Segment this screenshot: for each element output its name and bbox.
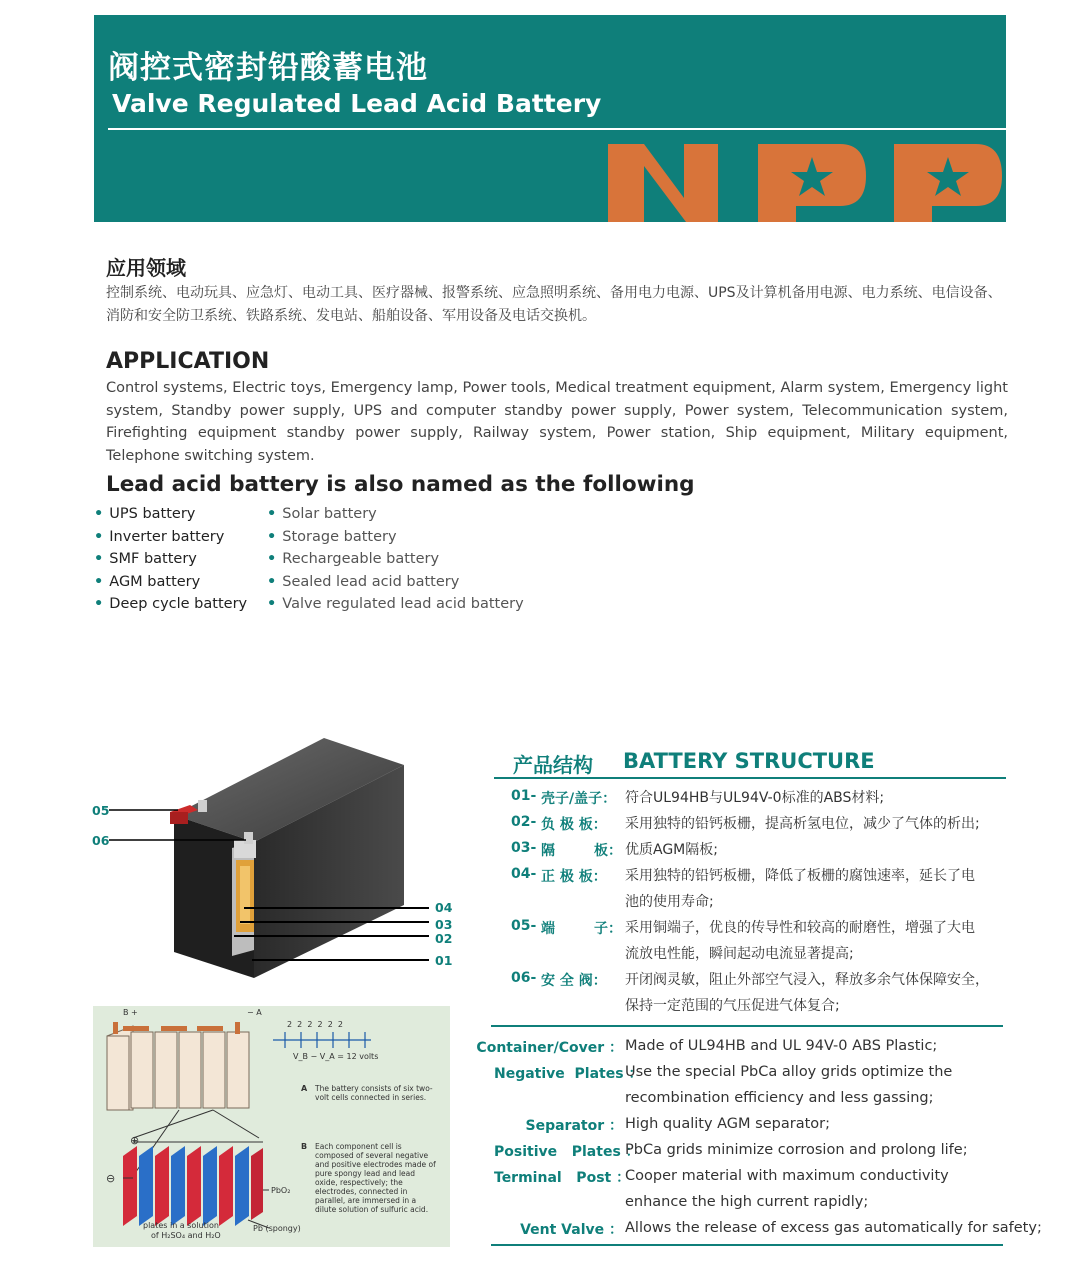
row-label: Positive Plates ：: [494, 1144, 640, 1160]
structure-list-en: [476, 1033, 1042, 1241]
structure-row: [511, 785, 1011, 811]
title-english: Valve Regulated Lead Acid Battery: [112, 89, 602, 118]
header-banner: [94, 15, 1006, 222]
row-desc: 采用铜端子，优良的传导性和较高的耐磨性，增强了大电: [625, 920, 975, 936]
structure-divider-middle: [491, 1025, 1003, 1027]
callout-03: 03: [435, 917, 453, 932]
list-item: • SMF battery: [94, 551, 197, 567]
row-desc: 流放电性能，瞬间起动电流显著提高;: [625, 946, 854, 962]
list-item: • Valve regulated lead acid battery: [267, 596, 524, 612]
label-pbo2: PbO₂: [271, 1186, 291, 1195]
text-a: The battery consists of six two-volt cells connected in series.: [315, 1084, 433, 1102]
list-item: • AGM battery: [94, 573, 201, 590]
voltage-formula: V_B − V_A = 12 volts: [293, 1052, 379, 1061]
row-desc: 开闭阀灵敏，阻止外部空气浸入，释放多余气体保障安全，: [625, 972, 989, 988]
structure-row: [476, 1033, 1014, 1059]
cell-voltages: 2 2 2 2 2 2: [287, 1020, 343, 1029]
list-item: • Deep cycle battery: [94, 596, 248, 612]
structure-row: [494, 1111, 1014, 1137]
label-solution-1: plates in a solution: [143, 1221, 219, 1230]
row-number: 02-: [511, 814, 537, 830]
row-number: 03-: [511, 840, 537, 856]
row-label: Negative Plates ：: [494, 1066, 643, 1082]
row-number: 05-: [511, 918, 537, 934]
application-heading-en: APPLICATION: [106, 349, 270, 374]
npp-logo: [604, 142, 1004, 222]
row-desc: Cooper material with maximum conductivity: [625, 1168, 949, 1184]
row-number: 04-: [511, 866, 537, 882]
row-name: 正 极 板：: [541, 869, 607, 885]
minus-sign-icon: ⊖: [106, 1172, 116, 1185]
application-text-en: Control systems, Electric toys, Emergency lamp, Power tools, Medical treatment equipment, Alarm system, Emergency light system, Standby power supply, UPS and computer standby power supply, Power system, Telecommunication system, Firefighting equipment standby power supply, Railway system, Power station, Ship equipment, Military equipment, Telephone switching system.: [106, 380, 1008, 464]
aka-list-2: [267, 503, 524, 616]
structure-row: [511, 967, 1011, 1019]
row-label: Container/Cover ：: [476, 1040, 623, 1056]
label-a: A: [301, 1084, 308, 1093]
label-pb-spongy: Pb (spongy): [253, 1224, 301, 1233]
list-item: • Inverter battery: [94, 528, 225, 545]
structure-divider-top: [494, 777, 1006, 779]
structure-list-cn: [511, 785, 1011, 1019]
list-item: • Sealed lead acid battery: [267, 573, 460, 590]
row-desc: High quality AGM separator;: [625, 1116, 830, 1132]
list-item: • Storage battery: [267, 528, 397, 545]
structure-title-en: BATTERY STRUCTURE: [623, 749, 875, 773]
row-name: 端 子：: [541, 921, 622, 937]
row-desc: 采用独特的铅钙板栅，提高析氢电位，减少了气体的析出;: [625, 816, 980, 832]
row-label: Separator ：: [525, 1118, 623, 1134]
row-desc: Use the special PbCa alloy grids optimize the: [625, 1064, 953, 1080]
callout-06: 06: [92, 833, 110, 848]
row-desc: 池的使用寿命;: [625, 894, 714, 910]
title-chinese: 阀控式密封铅酸蓄电池: [108, 50, 428, 86]
text-b: Each component cell is composed of several negative and positive electrodes made of pure spongy lead and lead oxide, respectively; the electrodes, connected in parallel, are immersed in a dilute solution of sulfuric acid.: [315, 1142, 436, 1214]
callout-05: 05: [92, 803, 110, 818]
header-divider: [108, 128, 1006, 130]
row-desc: 保持一定范围的气压促进气体复合;: [625, 998, 840, 1014]
structure-row: [494, 1059, 1014, 1111]
structure-divider-bottom: [491, 1244, 1003, 1246]
plus-sign-icon: ⊕: [130, 1134, 140, 1147]
cell-diagram: [93, 1006, 450, 1247]
structure-title-cn: 产品结构: [513, 753, 593, 777]
row-label: Vent Valve ：: [520, 1222, 623, 1238]
row-desc: Allows the release of excess gas automatically for safety;: [625, 1220, 1042, 1236]
battery-cutaway-image: [94, 720, 464, 990]
structure-row: [494, 1163, 1014, 1215]
list-item: • Rechargeable battery: [267, 551, 440, 567]
row-desc: 采用独特的铅钙板栅，降低了板栅的腐蚀速率，延长了电: [625, 868, 975, 884]
row-desc: Made of UL94HB and UL 94V-0 ABS Plastic;: [625, 1038, 938, 1054]
row-desc: recombination efficiency and less gassing;: [625, 1090, 934, 1106]
structure-row: [511, 915, 1011, 967]
label-solution-2: of H₂SO₄ and H₂O: [151, 1231, 221, 1240]
label-b: B: [301, 1142, 308, 1151]
structure-row: [511, 863, 1011, 915]
row-name: 负 极 板：: [541, 817, 607, 833]
row-number: 06-: [511, 970, 537, 986]
label-b-plus: B +: [123, 1008, 138, 1017]
row-desc: 优质AGM隔板;: [625, 842, 718, 858]
row-name: 隔 板：: [541, 843, 622, 859]
row-name: 壳子/盖子：: [541, 791, 617, 807]
row-label: Terminal Post ：: [494, 1170, 631, 1186]
callout-02: 02: [435, 931, 453, 946]
application-text-cn: 控制系统、电动玩具、应急灯、电动工具、医疗器械、报警系统、应急照明系统、备用电力电源、UPS及计算机备用电源、电力系统、电信设备、消防和安全防卫系统、铁路系统、发电站、船舶设备、军用设备及电话交换机。: [106, 285, 1002, 324]
list-item: • UPS battery: [94, 506, 196, 522]
callout-01: 01: [435, 953, 453, 968]
row-desc: enhance the high current rapidly;: [625, 1194, 869, 1210]
aka-heading: Lead acid battery is also named as the following: [106, 472, 695, 497]
list-item: • Solar battery: [267, 506, 377, 522]
row-number: 01-: [511, 788, 537, 804]
row-desc: 符合UL94HB与UL94V-0标准的ABS材料;: [625, 790, 885, 806]
row-desc: PbCa grids minimize corrosion and prolong life;: [625, 1142, 968, 1158]
callout-04: 04: [435, 900, 453, 915]
structure-row: [511, 811, 1011, 837]
structure-row: [494, 1215, 1042, 1241]
row-name: 安 全 阀：: [541, 973, 607, 989]
structure-row: [511, 837, 1011, 863]
application-heading-cn: 应用领域: [106, 256, 186, 280]
aka-list-1: [94, 503, 247, 616]
structure-row: [494, 1137, 1014, 1163]
label-minus-a: − A: [247, 1008, 262, 1017]
